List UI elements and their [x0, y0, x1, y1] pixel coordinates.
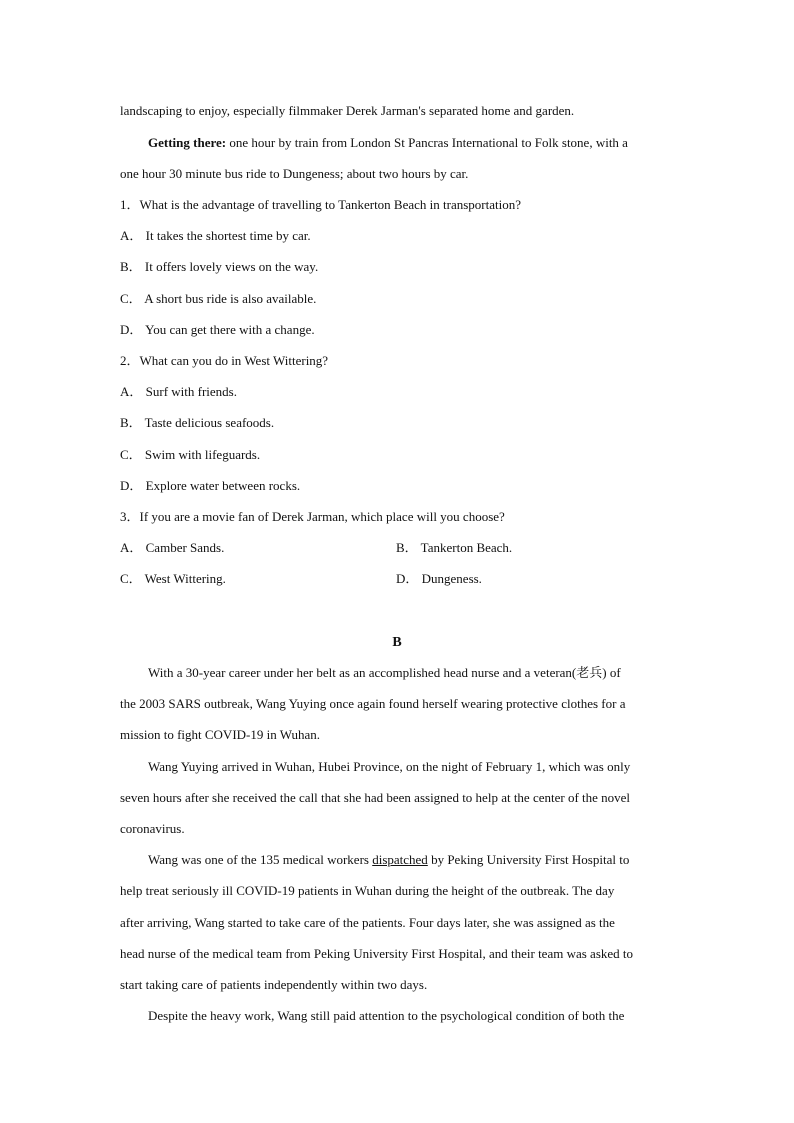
getting-there-line — [148, 135, 708, 151]
question-2-option-c: C． Swim with lifeguards. — [120, 447, 261, 462]
question-1-option-c: C． A short bus ride is also available. — [120, 291, 317, 306]
section-b-heading: B — [392, 635, 402, 650]
question-3-option-a: A． Camber Sands. — [120, 540, 225, 555]
question-3-stem: 3．If you are a movie fan of Derek Jarman, which place will you choose? — [120, 509, 505, 524]
paragraph-3-line-4: head nurse of the medical team from Peking University First Hospital, and their team was asked to — [120, 946, 634, 961]
question-3-option-d: D． Dungeness. — [396, 571, 482, 586]
passage-a-line-3: one hour 30 minute bus ride to Dungeness; about two hours by car. — [120, 166, 469, 181]
underlined-word-dispatched: dispatched — [372, 852, 428, 867]
paragraph-2-line-2: seven hours after she received the call that she had been assigned to help at the center of the novel — [120, 790, 631, 805]
question-1-option-d: D． You can get there with a change. — [120, 322, 315, 337]
passage-a-line-1: landscaping to enjoy, especially filmmaker Derek Jarman's separated home and garden. — [120, 103, 575, 118]
question-2-stem: 2．What can you do in West Wittering? — [120, 353, 329, 368]
paragraph-2-line-3: coronavirus. — [120, 821, 185, 836]
question-1-stem: 1．What is the advantage of travelling to Tankerton Beach in transportation? — [120, 197, 522, 212]
question-1-option-a: A． It takes the shortest time by car. — [120, 228, 311, 243]
paragraph-3-line-2: help treat seriously ill COVID-19 patients in Wuhan during the height of the outbreak. The day — [120, 883, 615, 898]
question-1-option-b: B． It offers lovely views on the way. — [120, 259, 319, 274]
paragraph-2-line-1: Wang Yuying arrived in Wuhan, Hubei Province, on the night of February 1, which was only — [148, 759, 631, 774]
paragraph-1-line-3: mission to fight COVID-19 in Wuhan. — [120, 727, 321, 742]
paragraph-3-line-3: after arriving, Wang started to take care of the patients. Four days later, she was assigned as the — [120, 915, 615, 930]
getting-there-label: Getting there: — [148, 135, 227, 150]
paragraph-3-text-before: Wang was one of the 135 medical workers — [148, 852, 373, 867]
paragraph-1-line-1: With a 30-year career under her belt as an accomplished head nurse and a veteran(老兵) of — [148, 665, 621, 680]
question-2-option-b: B． Taste delicious seafoods. — [120, 415, 275, 430]
paragraph-1-line-2: the 2003 SARS outbreak, Wang Yuying once again found herself wearing protective clothes for a — [120, 696, 626, 711]
question-2-option-d: D． Explore water between rocks. — [120, 478, 301, 493]
paragraph-3-line-5: start taking care of patients independently within two days. — [120, 977, 428, 992]
paragraph-3-text-after: by Peking University First Hospital to — [427, 852, 630, 867]
question-3-option-b: B． Tankerton Beach. — [396, 540, 513, 555]
question-2-option-a: A． Surf with friends. — [120, 384, 237, 399]
question-3-option-c: C． West Wittering. — [120, 571, 226, 586]
getting-there-text: one hour by train from London St Pancras International to Folk stone, with a — [226, 135, 628, 150]
paragraph-4-line-1: Despite the heavy work, Wang still paid attention to the psychological condition of both the — [148, 1008, 625, 1023]
paragraph-3-line-1 — [148, 852, 708, 868]
